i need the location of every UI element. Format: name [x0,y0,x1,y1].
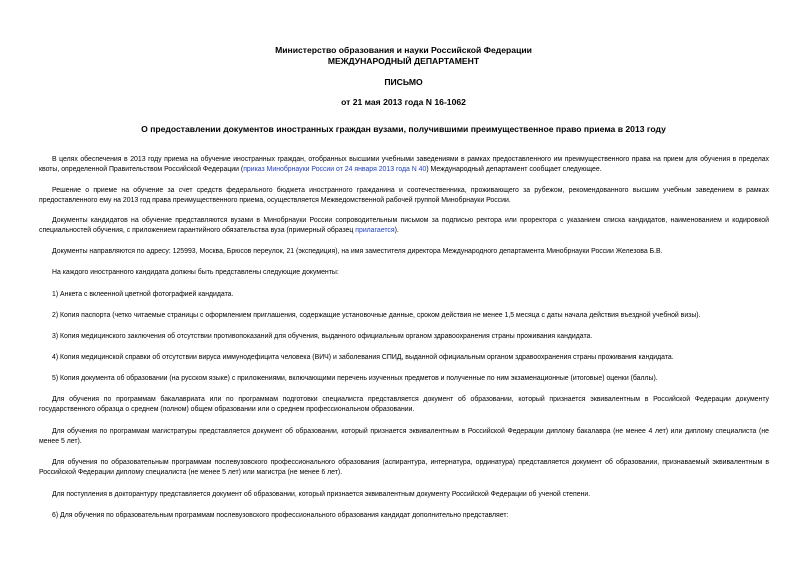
document-subject: О предоставлении документов иностранных граждан вузами, получившими преимущественное право приема в 2013 году [141,124,666,134]
paragraph-bachelor-specialist: Для обучения по программам бакалавриата или по программам подготовки специалиста представляется документ об образовании, который признается эквивалентным в Российской Федерации документу государственного образца о среднем (полном) общем образовании или о среднем профессиональном образовании. [39,396,769,413]
order-link[interactable]: приказ Минобрнауки России от 24 января 2013 года N 40 [243,166,427,173]
paragraph-documents-submission: Документы кандидатов на обучение представляются вузами в Минобрнауки России сопроводительным письмом за подписью ректора или проректора с указанием списка кандидатов, наименованием и кодировкой специальностей обучения, с приложением гарантийного обязательства вуза (примерный образец прилагается). [39,217,769,234]
list-item-medical-conclusion: 3) Копия медицинского заключения об отсутствии противопоказаний для обучения, выданного официальным органом здравоохранения страны проживания кандидата. [52,333,593,340]
paragraph-admission-decision: Решение о приеме на обучение за счет средств федерального бюджета иностранного гражданина и соотечественника, проживающего за рубежом, рекомендованного высшим учебным заведением в рамках предоставленного ему на 2013 год права преимущественного приема, осуществляется Межведомственной рабочей группой Минобрнауки России. [39,187,769,204]
paragraph-master: Для обучения по программам магистратуры представляется документ об образовании, который признается эквивалентным в Российской Федерации диплому бакалавра (не менее 4 лет) или диплому специалиста (не менее 5 лет). [39,428,769,445]
attachment-link[interactable]: прилагается [355,227,395,234]
paragraph-purpose: В целях обеспечения в 2013 году приема на обучение иностранных граждан, отобранных высшими учебными заведениями в рамках предоставленного им преимущественного права на прием для обучения в пределах квоты, определенной Правительством Российской Федерации (приказ Минобрнауки России от 24 января 2013 года N 40) Международный департамент сообщает следующее. [39,156,769,173]
ministry-name: Министерство образования и науки Российской Федерации [275,45,532,55]
document-date-number: от 21 мая 2013 года N 16-1062 [341,97,466,107]
department-name: МЕЖДУНАРОДНЫЙ ДЕПАРТАМЕНТ [327,56,480,66]
document-type: ПИСЬМО [384,77,423,87]
paragraph-address: Документы направляются по адресу: 125993, Москва, Брюсов переулок, 21 (экспедиция), на имя заместителя директора Международного департамента Минобрнауки России Железова Б.В. [52,248,663,255]
paragraph-doctorate: Для поступления в докторантуру представляется документ об образовании, который признается эквивалентным документу Российской Федерации об ученой степени. [52,491,591,498]
list-item-passport: 2) Копия паспорта (четко читаемые страницы с оформлением приглашения, содержащие установочные данные, сроком действия не менее 1,5 месяца с даты начала действия въездной учебной визы). [52,312,701,319]
list-item-postgraduate-extra: 6) Для обучения по образовательным программам послевузовского профессионального образования кандидат дополнительно представляет: [52,512,509,519]
paragraph-postgraduate: Для обучения по образовательным программам послевузовского профессионального образования (аспирантура, интернатура, ординатура) представляется документ об образовании, признаваемый эквивалентным в Российской Федерации диплому специалиста (не менее 5 лет) или магистра (не менее 6 лет). [39,459,769,476]
paragraph-required-documents: На каждого иностранного кандидата должны быть представлены следующие документы: [52,269,339,276]
list-item-questionnaire: 1) Анкета с вклеенной цветной фотографией кандидата. [52,291,234,298]
list-item-education-document: 5) Копия документа об образовании (на русском языке) с приложениями, включающими перечень изученных предметов и полученные по ним экзаменационные (итоговые) оценки (баллы). [52,375,658,382]
list-item-hiv-certificate: 4) Копия медицинской справки об отсутствии вируса иммунодефицита человека (ВИЧ) и заболевания СПИД, выданной официальным органом здравоохранения страны проживания кандидата. [52,354,674,361]
